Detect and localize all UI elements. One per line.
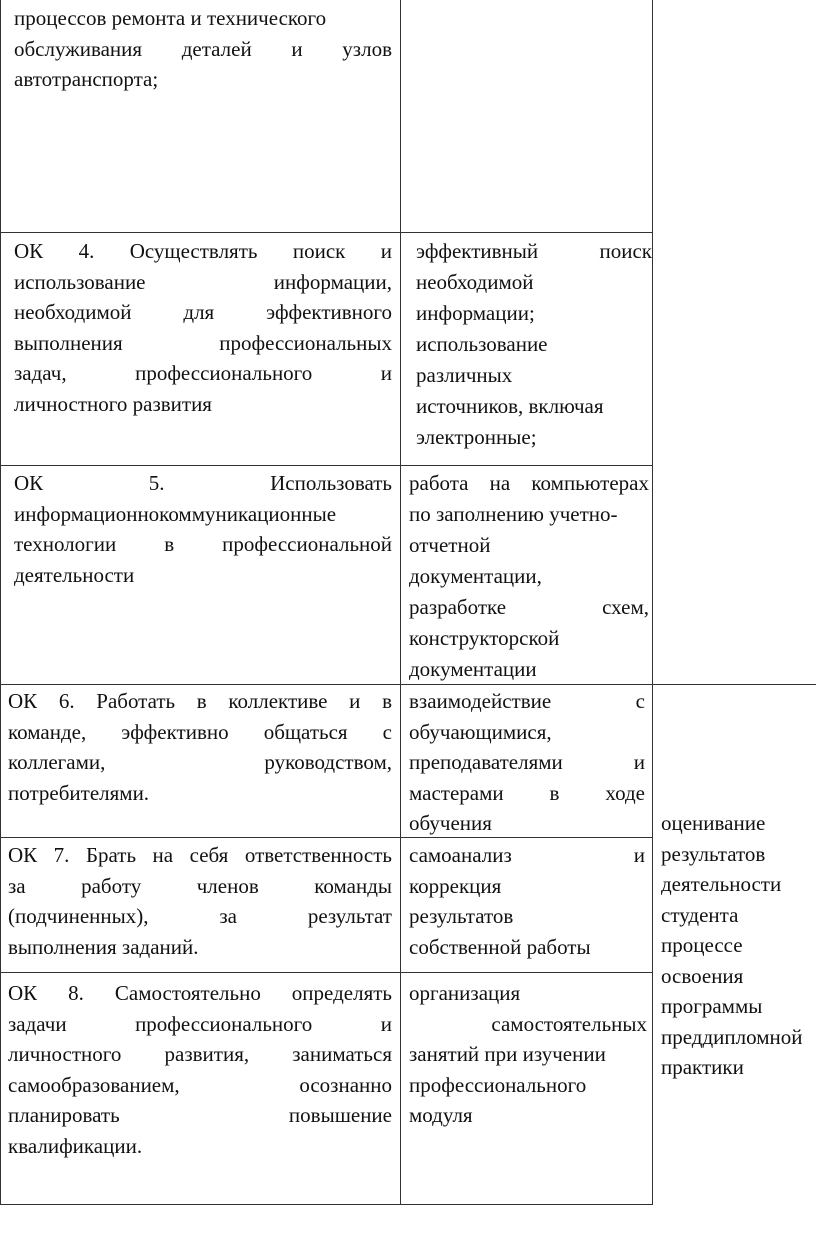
row-2-right-line: отчетной	[409, 533, 491, 557]
assessment-line: преддипломной	[661, 1024, 803, 1049]
row-1-left-line: необходимой для эффективного	[14, 300, 392, 324]
row-5-left-line: личностного развития, заниматься	[8, 1042, 392, 1066]
row-0-left-line: процессов ремонта и технического	[14, 6, 327, 30]
row-1-right-line: необходимой	[416, 270, 534, 294]
row-5-right-line: организация	[409, 981, 521, 1005]
row-5-left-line: квалификации.	[8, 1133, 143, 1158]
row-divider-3	[0, 684, 816, 685]
row-1-right-line: эффективный поиск	[416, 239, 652, 263]
row-4-left-line: за работу членов команды	[8, 873, 392, 898]
row-0-left-line: автотранспорта;	[14, 67, 159, 91]
table-left-border	[0, 0, 1, 1205]
row-divider-2	[0, 465, 652, 466]
row-5-left-line: ОК 8. Самостоятельно определять	[8, 981, 392, 1005]
row-2-right-line: конструкторской	[409, 626, 560, 650]
row-1-left-line: ОК 4. Осуществлять поиск и	[14, 239, 392, 263]
row-5-left-line: самообразованием, осознанно	[8, 1072, 392, 1097]
row-2-right-cell	[409, 468, 649, 685]
assessment-line: оценивание	[661, 811, 766, 835]
row-1-right-cell	[416, 236, 652, 453]
row-1-left-line: выполнения профессиональных	[14, 330, 392, 355]
row-3-right-cell	[409, 686, 645, 839]
row-1-left-cell	[14, 236, 392, 419]
row-2-right-line: документации,	[409, 564, 542, 588]
row-4-right-line: коррекция	[409, 873, 502, 898]
row-3-left-line: команде, эффективно общаться с	[8, 719, 392, 744]
row-1-left-line: задач, профессионального и	[14, 361, 392, 385]
row-divider-1	[0, 232, 652, 233]
row-4-left-line: выполнения заданий.	[8, 934, 199, 959]
table-bottom-border	[0, 1204, 652, 1205]
row-3-right-line: обучения	[409, 811, 492, 835]
row-1-left-line: использование информации,	[14, 269, 392, 294]
row-2-right-line: работа на компьютерах	[409, 471, 649, 495]
row-5-left-line: планировать повышение	[8, 1103, 392, 1127]
row-1-right-line: электронные;	[416, 425, 537, 449]
row-2-right-line: по заполнению учетно-	[409, 502, 618, 526]
row-1-right-line: различных	[416, 363, 513, 387]
row-1-left-line: личностного развития	[14, 391, 212, 416]
row-5-right-line: занятий при изучении	[409, 1042, 606, 1066]
row-3-left-line: потребителями.	[8, 780, 150, 805]
row-3-right-line: преподавателями и	[409, 750, 645, 774]
assessment-line: деятельности	[661, 872, 782, 896]
row-1-right-line: источников, включая	[416, 394, 604, 418]
row-1-right-line: информации;	[416, 301, 535, 325]
row-0-left-cell	[14, 3, 392, 95]
assessment-line: программы	[661, 994, 763, 1018]
row-5-left-cell	[8, 978, 392, 1161]
row-4-left-cell	[8, 840, 392, 962]
row-3-left-line: ОК 6. Работать в коллективе и в	[8, 689, 392, 713]
row-4-right-line: собственной работы	[409, 934, 591, 959]
row-3-left-cell	[8, 686, 392, 808]
row-2-right-line: разработке схем,	[409, 595, 649, 619]
row-4-left-line: (подчиненных), за результат	[8, 904, 392, 928]
row-5-right-line: модуля	[409, 1103, 473, 1127]
row-4-right-cell	[409, 840, 645, 962]
row-3-left-line: коллегами, руководством,	[8, 750, 392, 774]
row-5-right-cell	[409, 978, 647, 1131]
assessment-cell	[661, 808, 816, 1083]
row-5-left-line: задачи профессионального и	[8, 1011, 392, 1036]
row-1-right-line: использование	[416, 332, 548, 356]
assessment-line: студента	[661, 902, 739, 927]
row-4-right-line: результатов	[409, 904, 514, 928]
row-divider-5	[0, 972, 652, 973]
assessment-line: результатов	[661, 841, 766, 866]
assessment-line: процессе	[661, 933, 743, 957]
row-2-left-line: деятельности	[14, 562, 135, 587]
row-2-right-line: документации	[409, 657, 537, 681]
row-2-left-line: информационнокоммуникационные	[14, 501, 337, 526]
column-divider-2	[652, 0, 653, 1205]
column-divider-1	[400, 0, 401, 1205]
row-2-left-line: ОК 5. Использовать	[14, 471, 392, 495]
row-5-right-line: самостоятельных	[491, 1011, 647, 1036]
assessment-line: практики	[661, 1055, 744, 1079]
assessment-line: освоения	[661, 963, 744, 988]
row-5-right-line: профессионального	[409, 1072, 587, 1097]
row-3-right-line: мастерами в ходе	[409, 780, 645, 805]
row-0-left-line: обслуживания деталей и узлов	[14, 36, 392, 61]
row-3-right-line: обучающимися,	[409, 719, 552, 744]
row-3-right-line: взаимодействие с	[409, 689, 645, 713]
row-2-left-cell	[14, 468, 392, 590]
row-4-left-line: ОК 7. Брать на себя ответственность	[8, 843, 392, 867]
row-4-right-line: самоанализ и	[409, 843, 645, 867]
row-2-left-line: технологии в профессиональной	[14, 532, 392, 556]
